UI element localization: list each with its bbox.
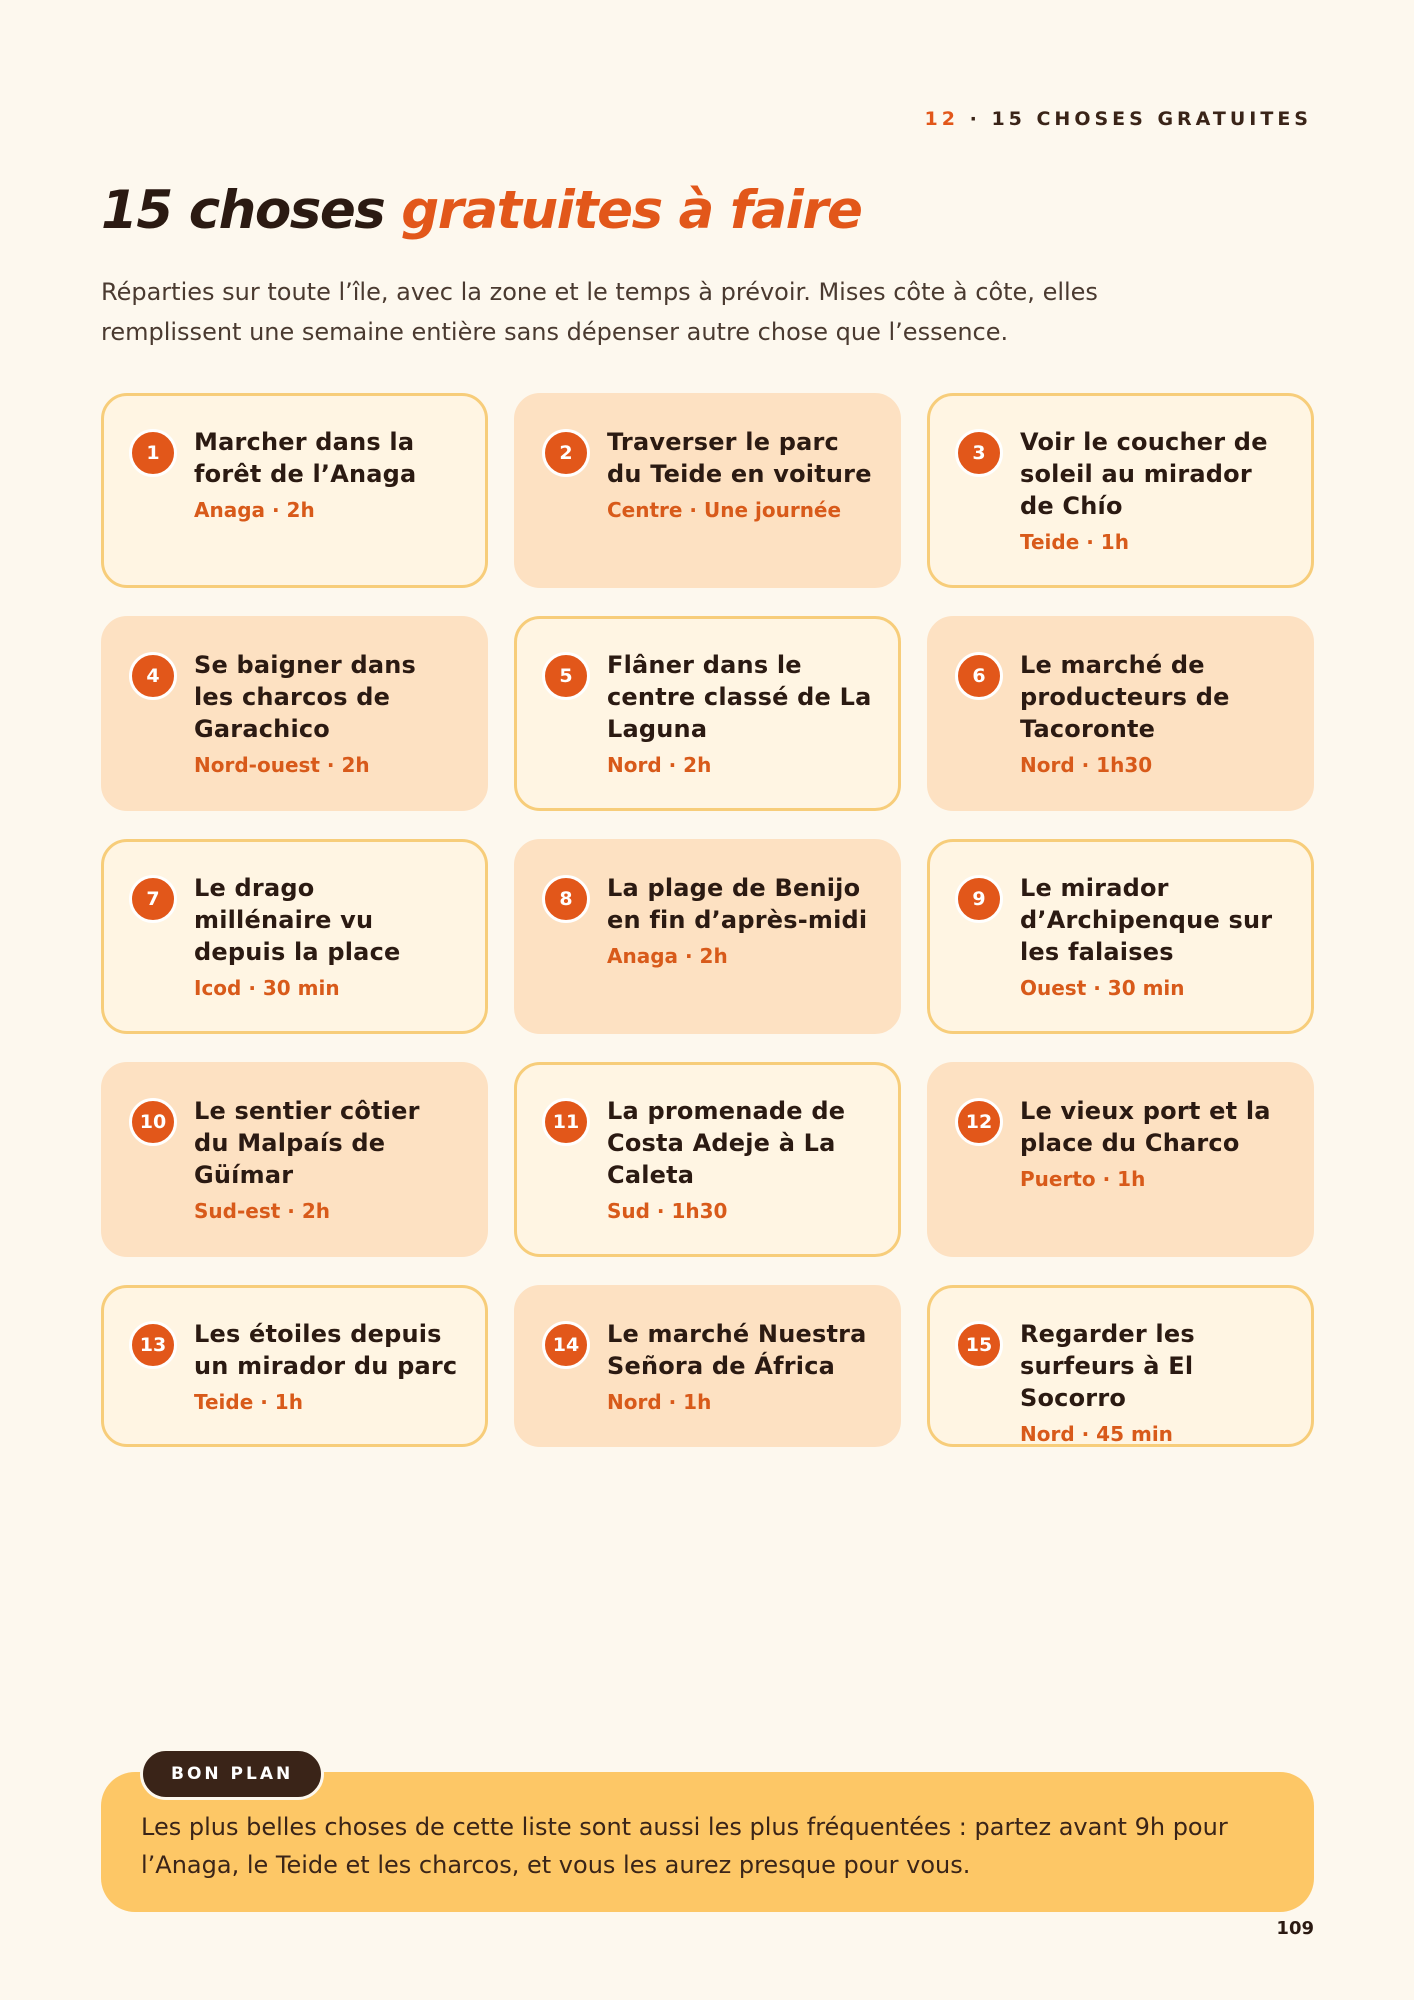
activity-card [101, 616, 488, 811]
activity-title: Se baigner dans les charcos de Garachico [194, 651, 416, 743]
activity-card [514, 839, 901, 1034]
number-badge: 14 [542, 1321, 590, 1369]
running-head [925, 108, 1312, 130]
number-badge: 5 [542, 652, 590, 700]
activity-meta: Nord · 1h [607, 1390, 712, 1414]
activity-title: Le sentier côtier du Malpaís de Güímar [194, 1097, 420, 1189]
number-badge: 15 [955, 1321, 1003, 1369]
activity-title: Le vieux port et la place du Charco [1020, 1097, 1271, 1157]
activity-meta: Nord-ouest · 2h [194, 753, 370, 777]
activity-card [514, 616, 901, 811]
activity-card [927, 1062, 1314, 1257]
activity-meta: Nord · 45 min [1020, 1422, 1173, 1446]
number-badge: 12 [955, 1098, 1003, 1146]
activity-meta: Centre · Une journée [607, 498, 842, 522]
number-badge: 4 [129, 652, 177, 700]
chapter-number: 12 [924, 108, 959, 130]
activity-meta: Anaga · 2h [194, 498, 315, 522]
activity-title: Le mirador d’Archipenque sur les falaises [1020, 874, 1273, 966]
activity-card [927, 616, 1314, 811]
activity-card [101, 393, 488, 588]
intro-paragraph: Réparties sur toute l’île, avec la zone et le temps à prévoir. Mises côte à côte, elles remplissent une semaine entière sans dépenser autre chose que l’essence. [101, 278, 1098, 346]
number-badge: 11 [542, 1098, 590, 1146]
activity-card [514, 1062, 901, 1257]
running-head-separator: · [969, 108, 981, 130]
activities-grid [101, 393, 1314, 1447]
activity-card [927, 1285, 1314, 1447]
activity-meta: Sud-est · 2h [194, 1199, 330, 1223]
activity-title: Marcher dans la forêt de l’Anaga [194, 428, 417, 488]
number-badge: 1 [129, 429, 177, 477]
number-badge: 6 [955, 652, 1003, 700]
activity-title: Le marché de producteurs de Tacoronte [1020, 651, 1230, 743]
number-badge: 8 [542, 875, 590, 923]
title-part: 15 choses [101, 180, 385, 241]
activity-meta: Sud · 1h30 [607, 1199, 728, 1223]
activity-meta: Teide · 1h [1020, 530, 1129, 554]
activity-meta: Nord · 2h [607, 753, 712, 777]
chapter-title: 15 CHOSES GRATUITES [991, 108, 1312, 130]
activity-meta: Icod · 30 min [194, 976, 340, 1000]
title-accent: gratuites à faire [401, 180, 862, 241]
activity-card [101, 1062, 488, 1257]
activity-meta: Anaga · 2h [607, 944, 728, 968]
activity-card [927, 393, 1314, 588]
activity-card [927, 839, 1314, 1034]
activity-title: Le drago millénaire vu depuis la place [194, 874, 401, 966]
activity-card [514, 1285, 901, 1447]
activity-title: La promenade de Costa Adeje à La Caleta [607, 1097, 846, 1189]
activity-title: Traverser le parc du Teide en voiture [607, 428, 872, 488]
activity-meta: Nord · 1h30 [1020, 753, 1153, 777]
activity-meta: Ouest · 30 min [1020, 976, 1185, 1000]
activity-title: Les étoiles depuis un mirador du parc [194, 1320, 458, 1380]
page-title [101, 180, 861, 241]
activity-title: Regarder les surfeurs à El Socorro [1020, 1320, 1195, 1412]
activity-title: La plage de Benijo en fin d’après-midi [607, 874, 868, 934]
number-badge: 7 [129, 875, 177, 923]
number-badge: 10 [129, 1098, 177, 1146]
activity-title: Le marché Nuestra Señora de África [607, 1320, 867, 1380]
number-badge: 9 [955, 875, 1003, 923]
tip-text: Les plus belles choses de cette liste sont aussi les plus fréquentées : partez avant 9h pour l’Anaga, le Teide et les charcos, et vous les aurez presque pour vous. [141, 1813, 1228, 1879]
activity-meta: Teide · 1h [194, 1390, 303, 1414]
number-badge: 3 [955, 429, 1003, 477]
number-badge: 13 [129, 1321, 177, 1369]
number-badge: 2 [542, 429, 590, 477]
tip-label: BON PLAN [140, 1748, 324, 1800]
activity-title: Flâner dans le centre classé de La Laguna [607, 651, 872, 743]
page-number: 109 [1276, 1918, 1314, 1939]
activity-card [514, 393, 901, 588]
activity-meta: Puerto · 1h [1020, 1167, 1146, 1191]
activity-card [101, 1285, 488, 1447]
activity-title: Voir le coucher de soleil au mirador de Chío [1020, 428, 1268, 520]
activity-card [101, 839, 488, 1034]
